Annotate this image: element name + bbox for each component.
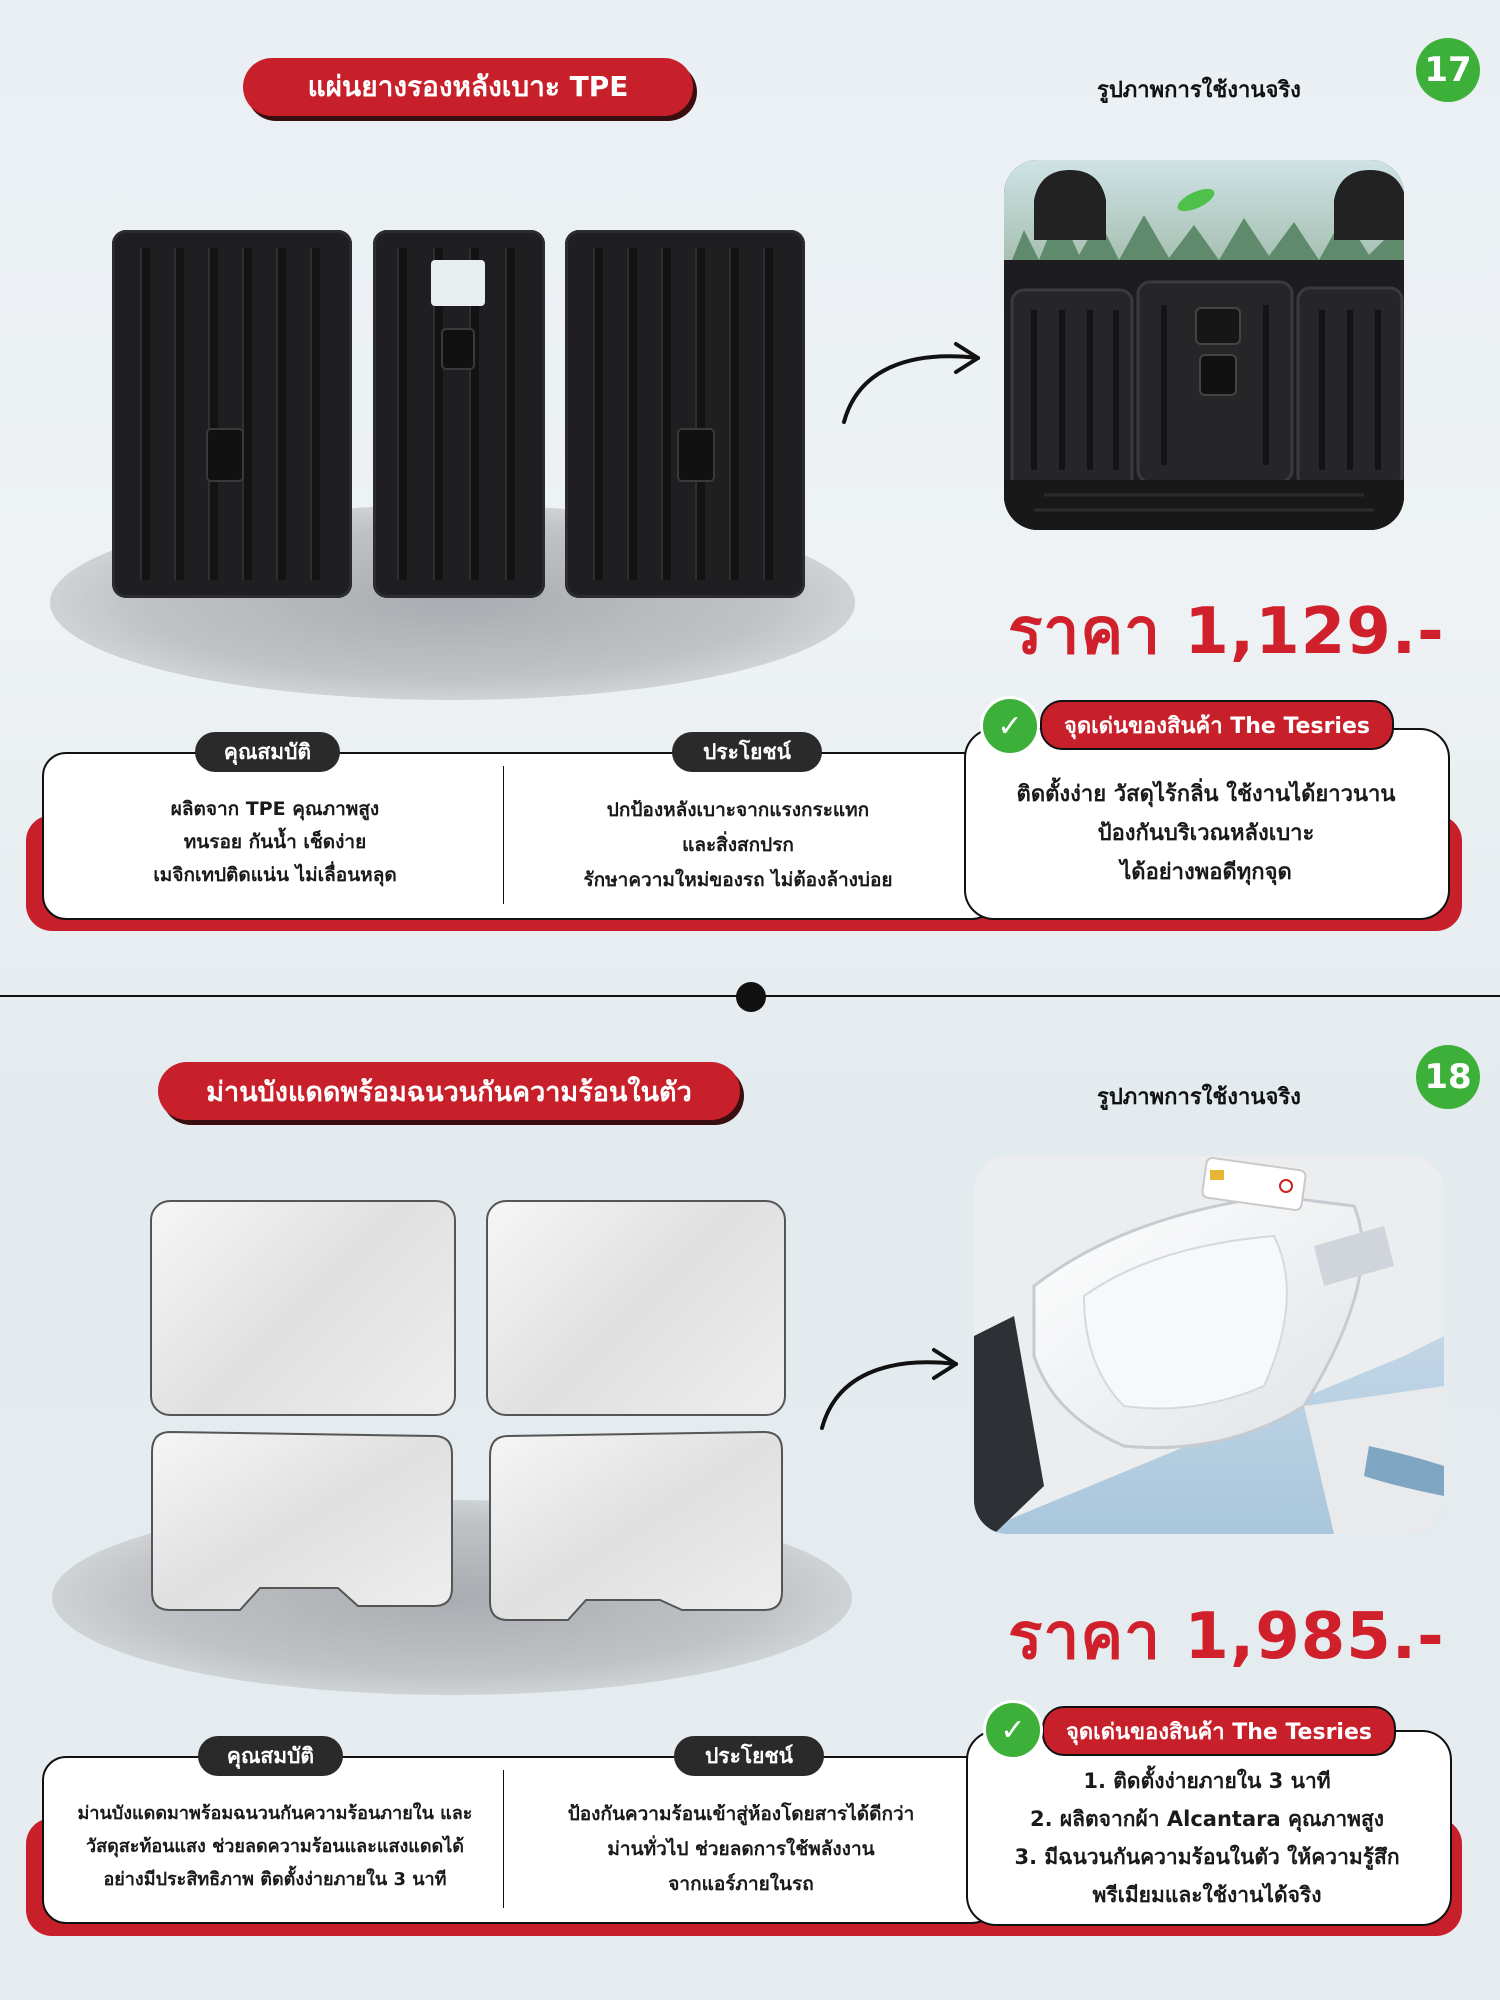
section1-price: ราคา 1,129.- — [1008, 595, 1445, 669]
section1-highlights-caption: จุดเด่นของสินค้า The Tesries — [1040, 700, 1394, 750]
section1-features-text: ผลิตจาก TPE คุณภาพสูง ทนรอย กันน้ำ เช็ดง่าย เมจิกเทปติดแน่น ไม่เลื่อนหลุด — [153, 798, 397, 886]
section2-usage-photo — [974, 1156, 1444, 1534]
headrest-cutout — [431, 260, 485, 306]
sunshade-panel — [486, 1200, 786, 1416]
arrow-icon — [838, 330, 990, 430]
checkmark-icon: ✓ — [980, 696, 1040, 756]
section2-title: ม่านบังแดดพร้อมฉนวนกันความร้อนในตัว — [158, 1062, 740, 1120]
sunshade-panel — [482, 1430, 792, 1630]
section2-photo-label: รูปภาพการใช้งานจริง — [1097, 1085, 1301, 1110]
section2-number-badge: 18 — [1416, 1045, 1480, 1109]
section2-benefits-text: ป้องกันความร้อนเข้าสู่ห้องโดยสารได้ดีกว่า ม่านทั่วไป ช่วยลดการใช้พลังงาน จากแอร์ภายในรถ — [567, 1803, 915, 1895]
section2-features-text: ม่านบังแดดมาพร้อมฉนวนกันความร้อนภายใน และ วัสดุสะท้อนแสง ช่วยลดความร้อนและแสงแดดได้ อย่างมีประสิทธิภาพ ติดตั้งง่ายภายใน 3 นาที — [77, 1803, 473, 1890]
seat-latch-cutout — [441, 328, 475, 370]
seatback-mat-right — [565, 230, 805, 598]
section1-number-badge: 17 — [1416, 38, 1480, 102]
section1-benefits-text: ปกป้องหลังเบาะจากแรงกระแทก และสิ่งสกปรก รักษาความใหม่ของรถ ไม่ต้องล้างบ่อย — [583, 799, 893, 891]
arrow-icon — [816, 1336, 968, 1436]
sunshade-panel — [148, 1430, 458, 1620]
section2-benefits-caption: ประโยชน์ — [674, 1736, 824, 1776]
section1-title: แผ่นยางรองหลังเบาะ TPE — [243, 58, 693, 116]
section2-features-caption: คุณสมบัติ — [198, 1736, 343, 1776]
section2-highlights-caption: จุดเด่นของสินค้า The Tesries — [1042, 1706, 1396, 1756]
section1-usage-photo — [1004, 160, 1404, 530]
seatback-mat-left — [112, 230, 352, 598]
section1-highlights-text: ติดตั้งง่าย วัสดุไร้กลิ่น ใช้งานได้ยาวนาน ป้องกันบริเวณหลังเบาะ ได้อย่างพอดีทุกจุด — [1016, 782, 1396, 885]
seat-latch-cutout — [677, 428, 715, 482]
section2-info-divider — [503, 1770, 504, 1908]
section1-info-divider — [503, 766, 504, 904]
section-divider-dot — [736, 982, 766, 1012]
section2-price: ราคา 1,985.- — [1008, 1600, 1445, 1674]
section1-benefits-caption: ประโยชน์ — [672, 732, 822, 772]
seatback-mat-center — [373, 230, 545, 598]
section1-features-caption: คุณสมบัติ — [195, 732, 340, 772]
section2-highlights-text: 1. ติดตั้งง่ายภายใน 3 นาที 2. ผลิตจากผ้า Alcantara คุณภาพสูง 3. มีฉนวนกันความร้อนในตัว ให้ความรู้สึก พรีเมียมและใช้งานได้จริง — [1014, 1769, 1400, 1907]
section1-photo-label: รูปภาพการใช้งานจริง — [1097, 78, 1301, 103]
sunshade-panel — [150, 1200, 456, 1416]
checkmark-icon: ✓ — [983, 1700, 1043, 1760]
seat-latch-cutout — [206, 428, 244, 482]
